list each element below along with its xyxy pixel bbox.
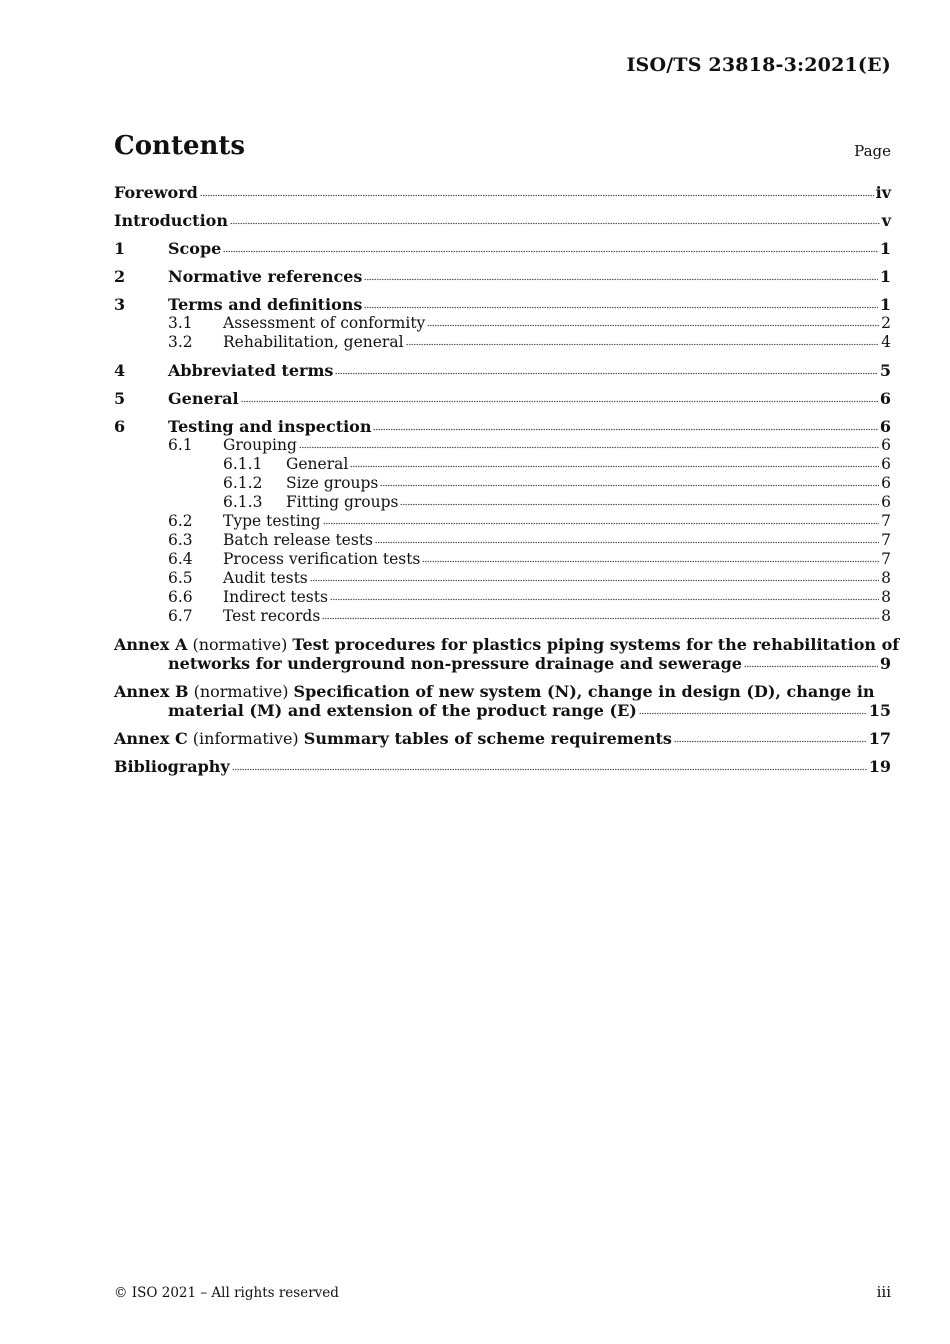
toc-number: 6.1.2 [223, 474, 263, 492]
page-title: Contents [114, 131, 246, 161]
toc-title: Terms and definitions [168, 295, 363, 314]
toc-entry[interactable] [114, 757, 891, 776]
toc-title: General [168, 389, 239, 408]
dot-leader [744, 665, 878, 669]
toc-page-number: 6 [881, 455, 891, 473]
toc-subentry[interactable] [114, 569, 891, 588]
toc-subentry[interactable] [114, 512, 891, 531]
toc-title: Process verification tests [223, 550, 421, 568]
toc-entry[interactable] [114, 389, 891, 408]
toc-number: 4 [114, 361, 126, 380]
toc-page-number: 6 [879, 389, 891, 408]
dot-leader [375, 541, 879, 545]
toc-title: Indirect tests [223, 588, 328, 606]
toc-page-number: 5 [879, 361, 891, 380]
toc-subentry[interactable] [114, 550, 891, 569]
dot-leader [364, 306, 877, 310]
toc-subentry[interactable] [114, 314, 891, 333]
toc-entry[interactable] [114, 239, 891, 258]
toc-entry[interactable] [114, 183, 891, 202]
toc-title: Audit tests [223, 569, 308, 587]
toc-page-number: 8 [881, 569, 891, 587]
toc-title: Bibliography [114, 757, 230, 776]
toc-title: Foreword [114, 183, 198, 202]
toc-number: 6.7 [168, 607, 193, 625]
toc-subentry[interactable] [114, 474, 891, 493]
toc-page-number: 4 [881, 333, 891, 351]
dot-leader [223, 250, 878, 254]
dot-leader [322, 617, 879, 621]
toc-page-number: 19 [868, 757, 891, 776]
toc-title: Type testing [223, 512, 321, 530]
toc-subentry[interactable] [114, 436, 891, 455]
dot-leader [330, 598, 879, 602]
toc-subentry[interactable] [114, 333, 891, 352]
toc-number: 6.1 [168, 436, 193, 454]
toc-annex-title: Test procedures for plastics piping systems for the rehabilitation of [292, 635, 900, 654]
toc-page-number: 6 [881, 436, 891, 454]
toc-page-number: 7 [881, 531, 891, 549]
dot-leader [241, 400, 878, 404]
toc-number: 5 [114, 389, 126, 408]
toc-number: 6.3 [168, 531, 193, 549]
toc-page-number: 9 [879, 654, 891, 673]
toc-entry[interactable] [114, 211, 891, 230]
toc-annex-kind: (informative) [192, 729, 299, 748]
toc-number: 6.5 [168, 569, 193, 587]
toc-number: 6.2 [168, 512, 193, 530]
dot-leader [380, 484, 879, 488]
toc-number: 2 [114, 267, 126, 286]
dot-leader [674, 740, 867, 744]
toc-page-number: 15 [868, 701, 891, 720]
toc-page-number: 7 [881, 512, 891, 530]
toc-page-number: 6 [881, 474, 891, 492]
toc-annex-label: Annex A [114, 635, 188, 654]
toc-annex-entry[interactable] [114, 682, 891, 720]
toc-page-number: v [881, 211, 891, 230]
footer-page-number: iii [876, 1283, 891, 1301]
toc-annex-title-cont: networks for underground non-pressure drainage and sewerage [168, 654, 742, 673]
toc-number: 1 [114, 239, 126, 258]
toc-page-number: 6 [881, 493, 891, 511]
toc-title: Scope [168, 239, 222, 258]
toc-number: 3.1 [168, 314, 193, 332]
toc-page-number: 17 [868, 729, 891, 748]
toc-title: Size groups [286, 474, 379, 492]
toc-subentry[interactable] [114, 493, 891, 512]
document-code: ISO/TS 23818-3:2021(E) [626, 54, 891, 76]
dot-leader [232, 768, 867, 772]
toc-page-number: 7 [881, 550, 891, 568]
dot-leader [230, 222, 880, 226]
dot-leader [323, 522, 880, 526]
dot-leader [373, 428, 877, 432]
dot-leader [310, 579, 879, 583]
toc-title: Batch release tests [223, 531, 373, 549]
toc-entry[interactable] [114, 361, 891, 380]
dot-leader [400, 503, 879, 507]
toc-annex-label: Annex C [114, 729, 188, 748]
dot-leader [639, 712, 867, 716]
table-of-contents [114, 183, 900, 776]
toc-title: Introduction [114, 211, 228, 230]
toc-annex-entry[interactable] [114, 635, 900, 673]
toc-title: Abbreviated terms [168, 361, 334, 380]
toc-title: Test records [223, 607, 321, 625]
toc-number: 6.4 [168, 550, 193, 568]
toc-number: 6.1.3 [223, 493, 263, 511]
toc-page-number: 2 [881, 314, 891, 332]
dot-leader [406, 343, 880, 347]
toc-page-number: 1 [879, 267, 891, 286]
toc-page-number: 1 [879, 239, 891, 258]
toc-subentry[interactable] [114, 455, 891, 474]
toc-title: Testing and inspection [168, 417, 372, 436]
toc-annex-title: Specification of new system (N), change in design (D), change in [293, 682, 875, 701]
dot-leader [299, 446, 879, 450]
toc-title: Assessment of conformity [223, 314, 426, 332]
toc-title: Normative references [168, 267, 363, 286]
toc-entry[interactable] [114, 417, 891, 436]
toc-page-number: 8 [881, 607, 891, 625]
toc-subentry[interactable] [114, 607, 891, 626]
toc-number: 3.2 [168, 333, 193, 351]
toc-title: Grouping [223, 436, 297, 454]
dot-leader [335, 372, 877, 376]
toc-title: Rehabilitation, general [223, 333, 404, 351]
dot-leader [364, 278, 877, 282]
toc-number: 6.1.1 [223, 455, 263, 473]
page-column-label: Page [854, 142, 891, 160]
toc-annex-label: Annex B [114, 682, 189, 701]
toc-title: General [286, 455, 349, 473]
toc-annex-title-cont: material (M) and extension of the product range (E) [168, 701, 637, 720]
dot-leader [427, 324, 879, 328]
toc-subentry[interactable] [114, 531, 891, 550]
dot-leader [200, 194, 874, 198]
toc-page-number: 1 [879, 295, 891, 314]
dot-leader [422, 560, 879, 564]
toc-page-number: 8 [881, 588, 891, 606]
toc-annex-kind: (normative) [193, 682, 289, 701]
toc-subentry[interactable] [114, 588, 891, 607]
dot-leader [350, 465, 879, 469]
toc-annex-kind: (normative) [192, 635, 288, 654]
footer-copyright: © ISO 2021 – All rights reserved [114, 1285, 339, 1301]
toc-title: Fitting groups [286, 493, 399, 511]
toc-page-number: iv [875, 183, 891, 202]
toc-page-number: 6 [879, 417, 891, 436]
toc-number: 6 [114, 417, 126, 436]
toc-annex-title: Summary tables of scheme requirements [303, 729, 672, 748]
toc-entry[interactable] [114, 295, 891, 314]
toc-number: 3 [114, 295, 126, 314]
toc-annex-entry[interactable] [114, 729, 891, 748]
toc-entry[interactable] [114, 267, 891, 286]
toc-number: 6.6 [168, 588, 193, 606]
